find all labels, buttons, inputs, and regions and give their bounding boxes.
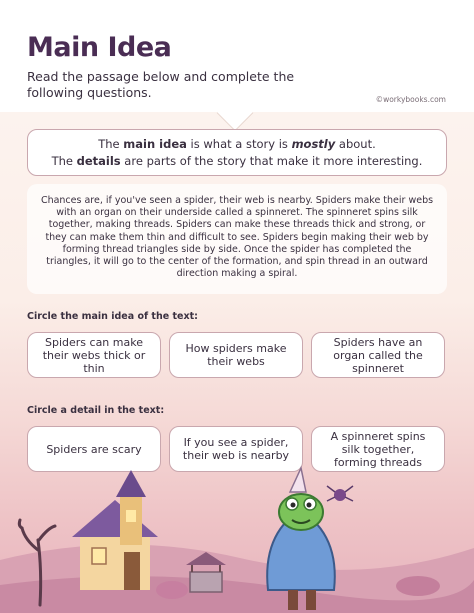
q1-option-3[interactable]: Spiders have an organ called the spinneret (311, 332, 445, 378)
instructions: Read the passage below and complete the following questions. (27, 69, 295, 100)
illustration-scene (0, 440, 474, 613)
bush-right (396, 576, 440, 596)
spider-icon (327, 486, 353, 501)
emphasis-mostly: mostly (291, 137, 336, 151)
q2-option-3[interactable]: A spinneret spins silk together, forming threads (311, 426, 445, 472)
frog-character-icon (267, 468, 335, 610)
page-title: Main Idea (27, 32, 172, 63)
definition-line-1: The main idea is what a story is mostly about. (98, 137, 376, 151)
house-icon (72, 470, 158, 590)
credit: ©workybooks.com (375, 95, 446, 104)
term-main-idea: main idea (123, 137, 187, 151)
q2-option-2[interactable]: If you see a spider, their web is nearby (169, 426, 303, 472)
question-2-prompt: Circle a detail in the text: (27, 405, 165, 416)
question-1-prompt: Circle the main idea of the text: (27, 311, 198, 322)
q2-option-1[interactable]: Spiders are scary (27, 426, 161, 472)
q1-option-2[interactable]: How spiders make their webs (169, 332, 303, 378)
term-details: details (76, 154, 121, 168)
definition-box (27, 129, 447, 176)
passage-text: Chances are, if you've seen a spider, their web is nearby. Spiders make their webs with an organ on their underside called a spinneret. The spinneret spins silk together, making threads. Spiders can make these threads thick and strong, or they can make them thin and difficult to see. Spiders begin making their web by forming thread triangles side by side. Once the spider has completed the triangles, it will go to the center of the formation, and spin thread in an outward direction making a spiral. (27, 184, 447, 294)
q1-option-1[interactable]: Spiders can make their webs thick or thin (27, 332, 161, 378)
bush-left (156, 581, 188, 599)
definition-line-2: The details are parts of the story that make it more interesting. (51, 154, 423, 168)
